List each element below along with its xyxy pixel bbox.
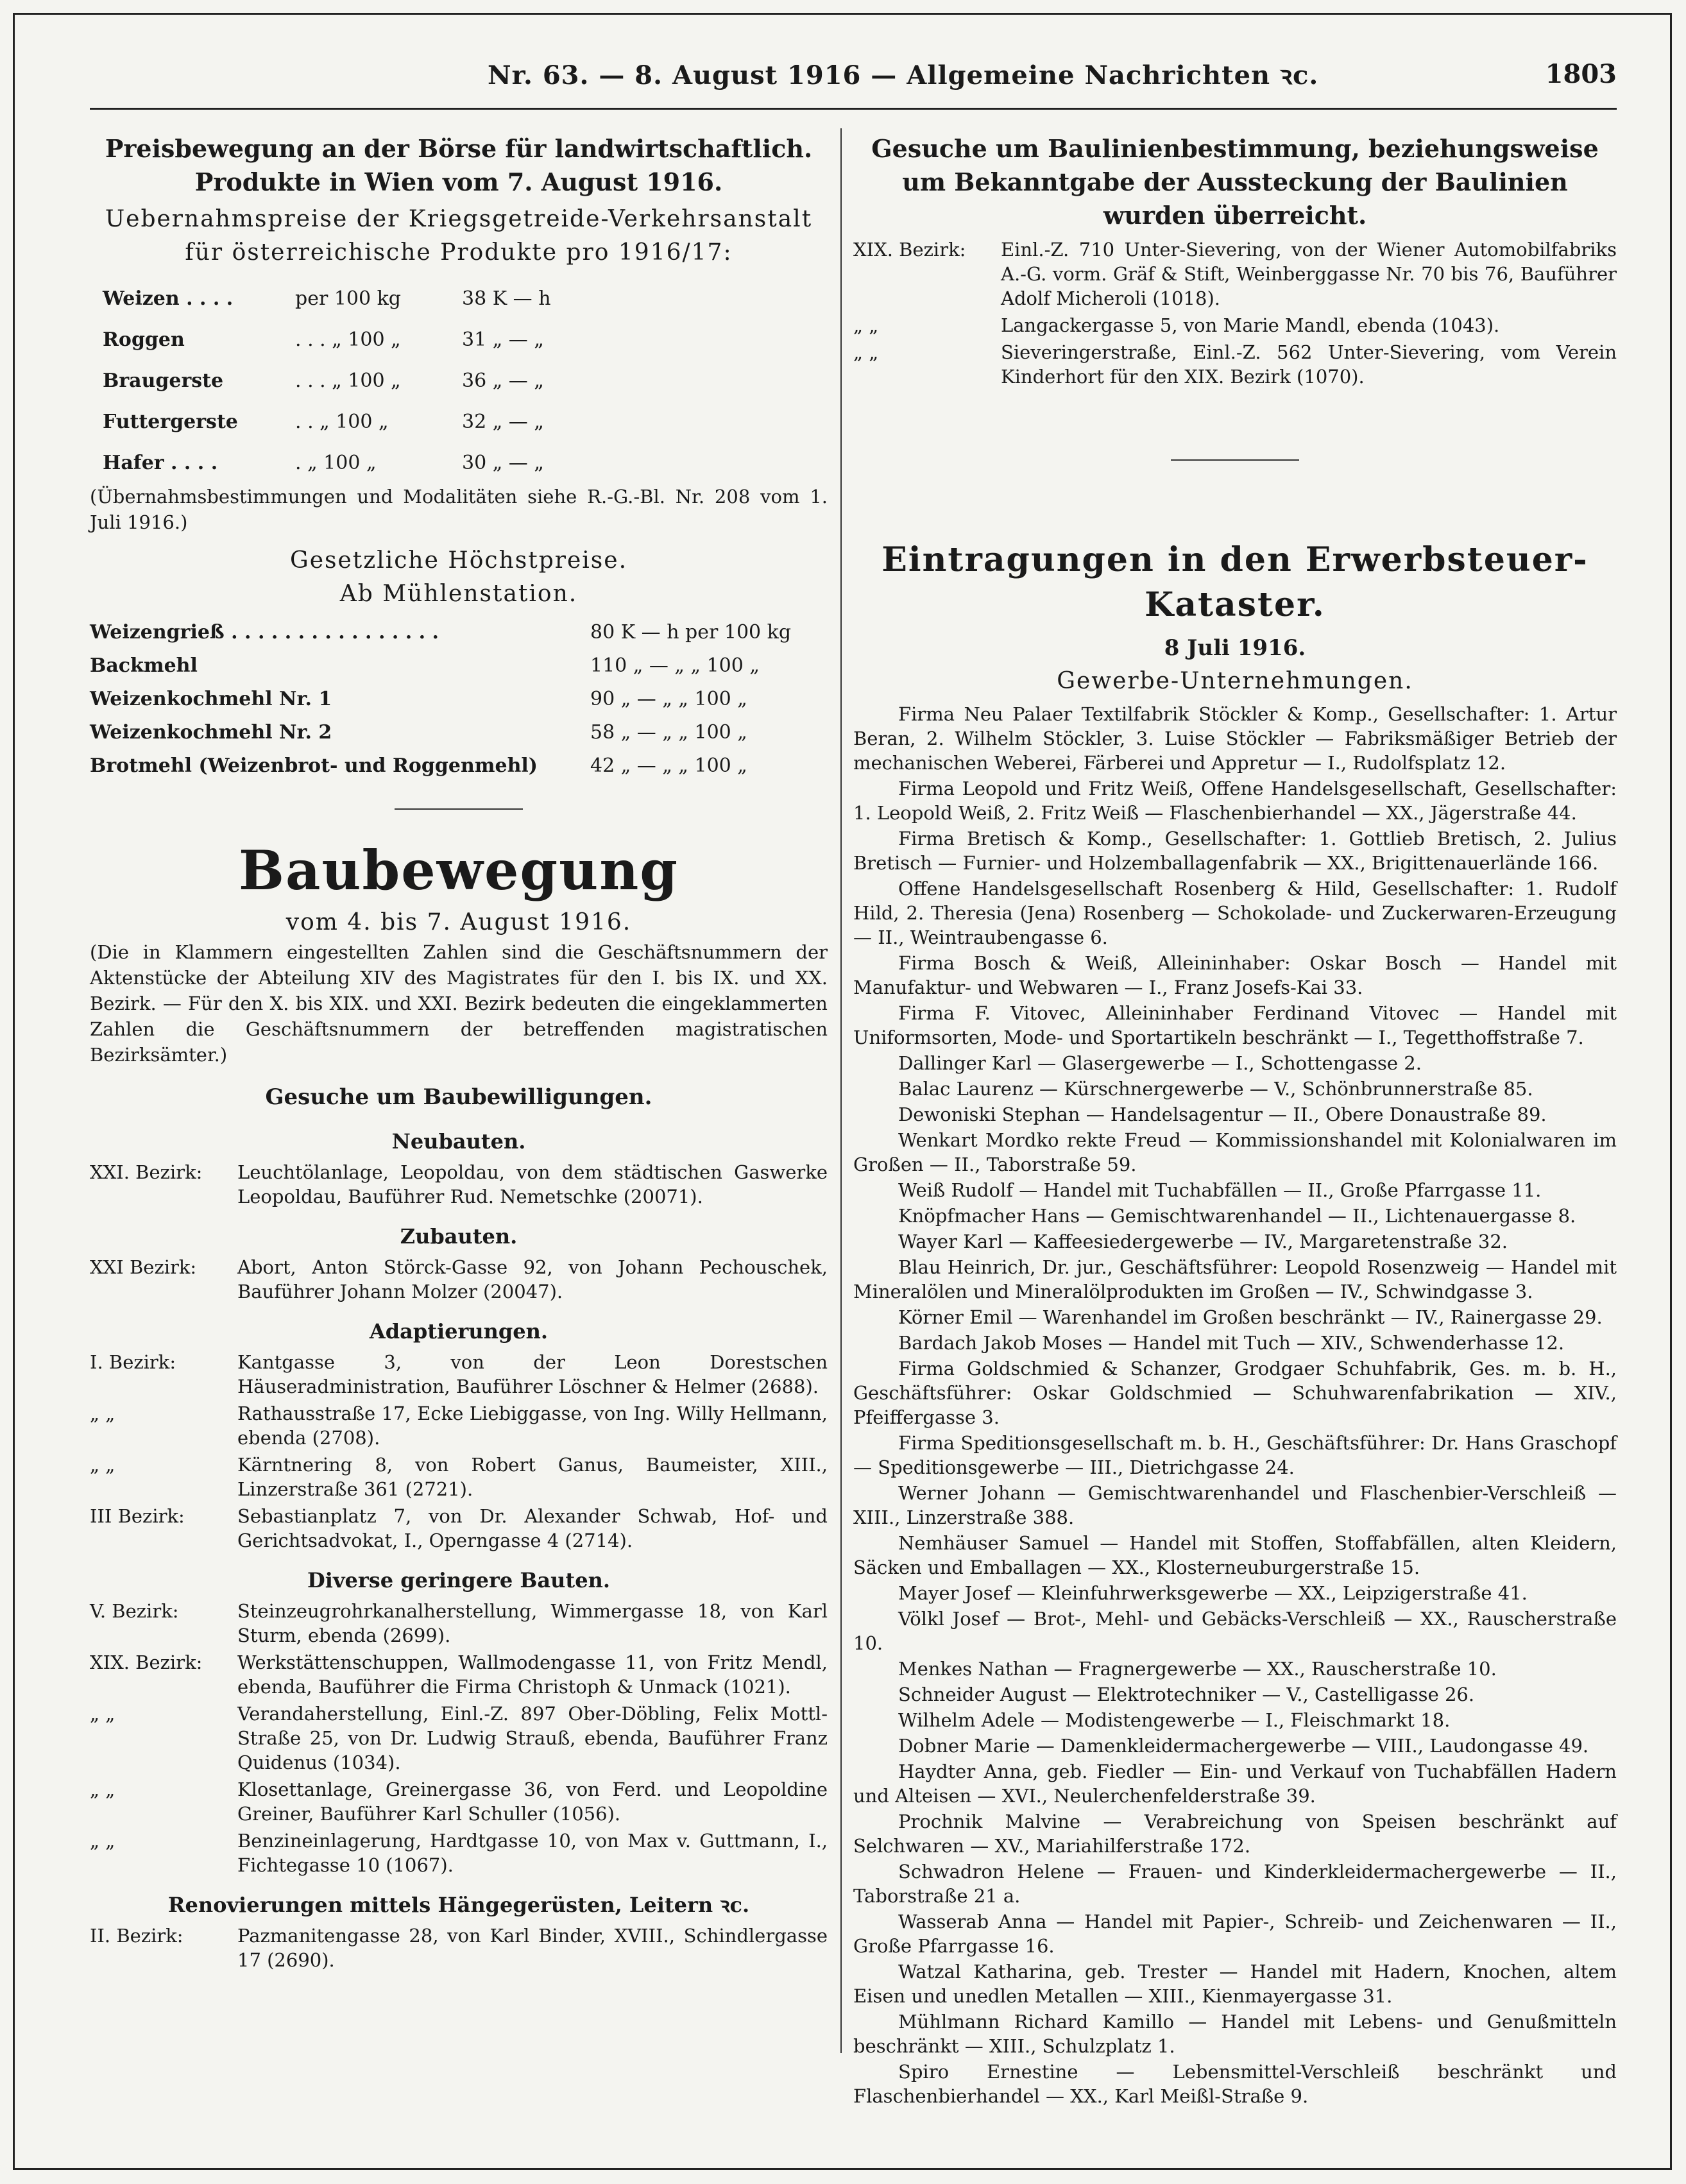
bezirk-label: I. Bezirk:: [90, 1351, 176, 1373]
kataster-entry: Mayer Josef — Kleinfuhrwerksgewerbe — XX., Leipzigerstraße 41.: [898, 1582, 1528, 1604]
left-column: [90, 128, 828, 1975]
max-prices-subtitle: Ab Mühlenstation.: [339, 581, 578, 607]
flour-row: [90, 616, 828, 649]
neubauten-title: Neubauten.: [391, 1129, 526, 1154]
prices-subtitle: Uebernahmspreise der Kriegsgetreide-Verkehrsanstalt für österreichische Produkte pro 1916/17:: [105, 206, 813, 266]
kataster-entry: Balac Laurenz — Kürschnergewerbe — V., Schönbrunnerstraße 85.: [898, 1078, 1533, 1100]
price-value: 38 K — h: [462, 287, 551, 310]
bau-entry-text: Abort, Anton Störck-Gasse 92, von Johann Pechouschek, Bauführer Johann Molzer (20047).: [237, 1256, 828, 1302]
flour-value: 58 „ — „ „ 100 „: [590, 721, 747, 744]
bau-entry: [90, 1255, 828, 1304]
flour-value: 80 K — h per 100 kg: [590, 621, 792, 644]
flour-value: 90 „ — „ „ 100 „: [590, 688, 747, 710]
kataster-entry: Dobner Marie — Damenkleidermachergewerbe — VIII., Laudongasse 49.: [898, 1735, 1589, 1757]
price-name: Weizen . . . .: [103, 287, 234, 310]
bau-entry-text: Rathausstraße 17, Ecke Liebiggasse, von Ing. Willy Hellmann, ebenda (2708).: [237, 1403, 828, 1449]
bau-entry: [90, 1504, 828, 1553]
kataster-entry: Watzal Katharina, geb. Trester — Handel mit Hadern, Knochen, altem Eisen und unedlen Metallen — XIII., Kienmayergasse 31.: [853, 1961, 1617, 2007]
bau-entry-text: Sieveringerstraße, Einl.-Z. 562 Unter-Sievering, vom Verein Kinderhort für den XIX. Bezirk (1070).: [1001, 341, 1617, 388]
diverse-list: [90, 1599, 828, 1877]
price-name: Futtergerste: [103, 411, 238, 433]
baubewegung-note: (Die in Klammern eingestellten Zahlen sind die Geschäftsnummern der Aktenstücke der Abteilung XIV des Magistrates für den I. bis IX. und XX. Bezirk. — Für den X. bis XIX. und XXI. Bezirk bedeuten die eingeklammerten Zahlen die Geschäftsnummern der betreffenden magistratischen Bezirksämter.): [90, 941, 828, 1066]
baubewegung-title: Baubewegung: [238, 839, 679, 902]
bau-entry: [853, 237, 1617, 311]
price-value: 36 „ — „: [462, 370, 544, 392]
price-name: Hafer . . . .: [103, 452, 218, 474]
page-number: 1803: [1545, 59, 1617, 89]
kataster-entry: Mühlmann Richard Kamillo — Handel mit Lebens- und Genußmitteln beschränkt — XIII., Schulzplatz 1.: [853, 2011, 1617, 2057]
kataster-entry: Wayer Karl — Kaffeesiedergewerbe — IV., Margaretenstraße 32.: [898, 1231, 1508, 1252]
price-unit: . . . „ 100 „: [295, 328, 401, 351]
max-prices-title: Gesetzliche Höchstpreise.: [289, 547, 628, 574]
bau-entry-text: Pazmanitengasse 28, von Karl Binder, XVIII., Schindlergasse 17 (2690).: [237, 1925, 828, 1971]
bau-entry-text: Einl.-Z. 710 Unter-Sievering, von der Wiener Automobilfabriks A.-G. vorm. Gräf & Stift, Weinberggasse Nr. 70 bis 76, Bauführer Adolf Micheroli (1018).: [1001, 239, 1617, 309]
diverse-title: Diverse geringere Bauten.: [307, 1568, 610, 1592]
kataster-entry: Wilhelm Adele — Modistengewerbe — I., Fleischmarkt 18.: [898, 1709, 1451, 1731]
flour-row: [90, 683, 828, 716]
flour-name: Weizenkochmehl Nr. 1: [90, 688, 332, 710]
bezirk-label: „ „: [853, 314, 879, 336]
kataster-entry: Knöpfmacher Hans — Gemischtwarenhandel — II., Lichtenauergasse 8.: [898, 1205, 1576, 1227]
bezirk-label: III Bezirk:: [90, 1505, 185, 1527]
bau-entry: [90, 1350, 828, 1399]
kataster-entry: Offene Handelsgesellschaft Rosenberg & Hild, Gesellschafter: 1. Rudolf Hild, 2. Theresia (Jena) Rosenberg — Schokolade- und Zuckerwaren-Erzeugung — II., Weintraubengasse 6.: [853, 878, 1617, 948]
flour-name: Weizengrieß . . . . . . . . . . . . . . . .: [90, 621, 439, 644]
kataster-entry: Firma Leopold und Fritz Weiß, Offene Handelsgesellschaft, Gesellschafter: 1. Leopold Weiß, 2. Fritz Weiß — Flaschenbierhandel — XX., Jägerstraße 44.: [853, 778, 1617, 824]
bau-entry-text: Kantgasse 3, von der Leon Dorestschen Häuseradministration, Bauführer Löschner & Helmer (2688).: [237, 1351, 828, 1397]
kataster-entry: Schwadron Helene — Frauen- und Kinderkleidermachergewerbe — II., Taborstraße 21 a.: [853, 1861, 1617, 1907]
price-row: [103, 443, 828, 484]
kataster-entry: Nemhäuser Samuel — Handel mit Stoffen, Stoffabfällen, alten Kleidern, Säcken und Emballagen — XX., Klosterneuburgerstraße 15.: [853, 1532, 1617, 1578]
bezirk-label: „ „: [90, 1403, 115, 1424]
bezirk-label: II. Bezirk:: [90, 1925, 183, 1947]
eintragungen-subtitle: Gewerbe-Unternehmungen.: [1057, 668, 1413, 694]
bau-entry: [853, 313, 1617, 337]
flour-name: Brotmehl (Weizenbrot- und Roggenmehl): [90, 755, 538, 777]
kataster-entry: Werner Johann — Gemischtwarenhandel und Flaschenbier-Verschleiß — XIII., Linzerstraße 388.: [853, 1482, 1617, 1528]
baulinien-list: [853, 237, 1617, 389]
price-row: [103, 402, 828, 443]
prices-note: (Übernahmsbestimmungen und Modalitäten siehe R.-G.-Bl. Nr. 208 vom 1. Juli 1916.): [90, 486, 828, 533]
bau-entry-text: Werkstättenschuppen, Wallmodengasse 11, von Fritz Mendl, ebenda, Bauführer die Firma Christoph & Unmack (1021).: [237, 1651, 828, 1698]
price-unit: . . „ 100 „: [295, 411, 389, 433]
baulinien-title: Gesuche um Baulinienbestimmung, beziehungsweise um Bekanntgabe der Aussteckung der Baulinien wurden überreicht.: [871, 134, 1599, 230]
section-divider: [395, 808, 523, 810]
flour-table: [90, 616, 828, 783]
bezirk-label: „ „: [90, 1454, 115, 1476]
bau-entry: [853, 340, 1617, 389]
bau-entry-text: Verandaherstellung, Einl.-Z. 897 Ober-Döbling, Felix Mottl-Straße 25, von Dr. Ludwig Strauß, ebenda, Bauführer Franz Quidenus (1034).: [237, 1703, 828, 1773]
kataster-entry: Wenkart Mordko rekte Freud — Kommissionshandel mit Kolonialwaren im Großen — II., Taborstraße 59.: [853, 1129, 1617, 1175]
kataster-entry: Menkes Nathan — Fragnergewerbe — XX., Rauscherstraße 10.: [898, 1658, 1497, 1680]
kataster-entry: Firma Goldschmied & Schanzer, Grodgaer Schuhfabrik, Ges. m. b. H., Geschäftsführer: Oskar Goldschmied — Schuhwarenfabrikation — XIV., Pfeiffergasse 3.: [853, 1358, 1617, 1428]
bezirk-label: XIX. Bezirk:: [90, 1651, 203, 1673]
column-divider: [840, 128, 842, 2053]
bau-entry-text: Benzineinlagerung, Hardtgasse 10, von Max v. Guttmann, I., Fichtegasse 10 (1067).: [237, 1830, 828, 1876]
zubauten-title: Zubauten.: [400, 1224, 518, 1249]
kataster-entry: Schneider August — Elektrotechniker — V., Castelligasse 26.: [898, 1684, 1475, 1705]
bau-entry: [90, 1453, 828, 1501]
baubewegung-subtitle: vom 4. bis 7. August 1916.: [285, 909, 632, 935]
kataster-entry: Weiß Rudolf — Handel mit Tuchabfällen — II., Große Pfarrgasse 11.: [898, 1179, 1542, 1201]
header-rule: [90, 108, 1617, 110]
price-unit: per 100 kg: [295, 287, 402, 310]
section-divider-right: [1171, 459, 1299, 461]
flour-name: Backmehl: [90, 654, 198, 677]
bezirk-label: XXI Bezirk:: [90, 1256, 197, 1278]
bezirk-label: „ „: [90, 1779, 115, 1800]
price-value: 31 „ — „: [462, 328, 544, 351]
renovierungen-list: [90, 1924, 828, 1972]
kataster-entry: Völkl Josef — Brot-, Mehl- und Gebäcks-Verschleiß — XX., Rauscherstraße 10.: [853, 1608, 1617, 1654]
bezirk-label: V. Bezirk:: [90, 1600, 179, 1622]
bau-entry-text: Kärntnering 8, von Robert Ganus, Baumeister, XIII., Linzerstraße 361 (2721).: [237, 1454, 828, 1500]
bau-entry: [90, 1599, 828, 1648]
flour-value: 110 „ — „ „ 100 „: [590, 654, 760, 677]
kataster-entry: Dallinger Karl — Glasergewerbe — I., Schottengasse 2.: [898, 1052, 1422, 1074]
adaptierungen-title: Adaptierungen.: [369, 1319, 549, 1344]
bau-entry-text: Leuchtölanlage, Leopoldau, von dem städtischen Gaswerke Leopoldau, Bauführer Rud. Nemetschke (20071).: [237, 1161, 828, 1207]
kataster-entry: Spiro Ernestine — Lebensmittel-Verschleiß beschränkt und Flaschenbierhandel — XX., Karl Meißl-Straße 9.: [853, 2061, 1617, 2107]
bezirk-label: „ „: [90, 1703, 115, 1725]
price-unit: . „ 100 „: [295, 452, 377, 474]
price-row: [103, 278, 828, 320]
price-name: Roggen: [103, 328, 185, 351]
eintragungen-title: Eintragungen in den Erwerbsteuer-Kataster.: [881, 540, 1588, 624]
bau-entry-text: Steinzeugrohrkanalherstellung, Wimmergasse 18, von Karl Sturm, ebenda (2699).: [237, 1600, 828, 1646]
flour-value: 42 „ — „ „ 100 „: [590, 755, 747, 777]
kataster-entry: Firma Bretisch & Komp., Gesellschafter: 1. Gottlieb Bretisch, 2. Julius Bretisch — Furnier- und Holzemballagenfabrik — XX., Brigittenauerlände 166.: [853, 828, 1617, 874]
adaptierungen-list: [90, 1350, 828, 1553]
kataster-entry: Prochnik Malvine — Verabreichung von Speisen beschränkt auf Selchwaren — XV., Mariahilferstraße 172.: [853, 1811, 1617, 1857]
eintragungen-list: [853, 702, 1617, 2108]
bezirk-label: XXI. Bezirk:: [90, 1161, 203, 1183]
flour-row: [90, 649, 828, 683]
bezirk-label: „ „: [90, 1830, 115, 1852]
kataster-entry: Bardach Jakob Moses — Handel mit Tuch — XIV., Schwenderhasse 12.: [898, 1332, 1565, 1354]
bau-entry-text: Sebastianplatz 7, von Dr. Alexander Schwab, Hof- und Gerichtsadvokat, I., Operngasse 4 (2714).: [237, 1505, 828, 1551]
bau-entry: [90, 1650, 828, 1699]
price-unit: . . . „ 100 „: [295, 370, 401, 392]
page-header: Nr. 63. — 8. August 1916 — Allgemeine Nachrichten ꝛc.: [488, 60, 1319, 90]
kataster-entry: Körner Emil — Warenhandel im Großen beschränkt — IV., Rainergasse 29.: [898, 1306, 1603, 1328]
kataster-entry: Firma Bosch & Weiß, Alleininhaber: Oskar Bosch — Handel mit Manufaktur- und Webwaren — I., Franz Josefs-Kai 33.: [853, 952, 1617, 998]
flour-row: [90, 749, 828, 783]
prices-table: [103, 278, 828, 484]
bau-entry: [90, 1160, 828, 1209]
kataster-entry: Wasserab Anna — Handel mit Papier-, Schreib- und Zeichenwaren — II., Große Pfarrgasse 16.: [853, 1911, 1617, 1957]
neubauten-list: [90, 1160, 828, 1209]
kataster-entry: Firma F. Vitovec, Alleininhaber Ferdinand Vitovec — Handel mit Uniformsorten, Mode- und Sportartikeln beschränkt — I., Tegetthoffstraße 7.: [853, 1002, 1617, 1048]
bau-entry: [90, 1829, 828, 1877]
prices-title: Preisbewegung an der Börse für landwirtschaftlich. Produkte in Wien vom 7. August 1916.: [105, 134, 813, 196]
price-value: 30 „ — „: [462, 452, 544, 474]
bezirk-label: XIX. Bezirk:: [853, 239, 966, 260]
kataster-entry: Dewoniski Stephan — Handelsagentur — II., Obere Donaustraße 89.: [898, 1104, 1547, 1125]
price-row: [103, 361, 828, 402]
kataster-entry: Blau Heinrich, Dr. jur., Geschäftsführer: Leopold Rosenzweig — Handel mit Mineralölen und Mineralölprodukten im Großen — IV., Schwindgasse 3.: [853, 1256, 1617, 1302]
flour-name: Weizenkochmehl Nr. 2: [90, 721, 332, 744]
bau-entry: [90, 1924, 828, 1972]
price-row: [103, 320, 828, 361]
bau-entry: [90, 1401, 828, 1450]
price-value: 32 „ — „: [462, 411, 544, 433]
bau-entry: [90, 1777, 828, 1826]
price-name: Braugerste: [103, 370, 224, 392]
kataster-entry: Haydter Anna, geb. Fiedler — Ein- und Verkauf von Tuchabfällen Hadern und Alteisen — XVI., Neulerchenfelderstraße 39.: [853, 1761, 1617, 1807]
gesuche-title: Gesuche um Baubewilligungen.: [265, 1084, 652, 1110]
bau-entry-text: Klosettanlage, Greinergasse 36, von Ferd. und Leopoldine Greiner, Bauführer Karl Schuller (1056).: [237, 1779, 828, 1825]
kataster-entry: Firma Speditionsgesellschaft m. b. H., Geschäftsführer: Dr. Hans Graschopf — Speditionsgewerbe — III., Dietrichgasse 24.: [853, 1432, 1617, 1478]
bau-entry: [90, 1702, 828, 1775]
eintragungen-date: 8 Juli 1916.: [1164, 635, 1306, 661]
zubauten-list: [90, 1255, 828, 1304]
bezirk-label: „ „: [853, 341, 879, 363]
kataster-entry: Firma Neu Palaer Textilfabrik Stöckler & Komp., Gesellschafter: 1. Artur Beran, 2. Wilhelm Stöckler, 3. Luise Stöckler — Fabriksmäßiger Betrieb der mechanischen Weberei, Färberei und Appretur — I., Rudolfsplatz 12.: [853, 703, 1617, 774]
right-column: [853, 128, 1617, 2110]
bau-entry-text: Langackergasse 5, von Marie Mandl, ebenda (1043).: [1001, 314, 1500, 336]
flour-row: [90, 716, 828, 749]
renovierungen-title: Renovierungen mittels Hängegerüsten, Leitern ꝛc.: [167, 1893, 750, 1917]
